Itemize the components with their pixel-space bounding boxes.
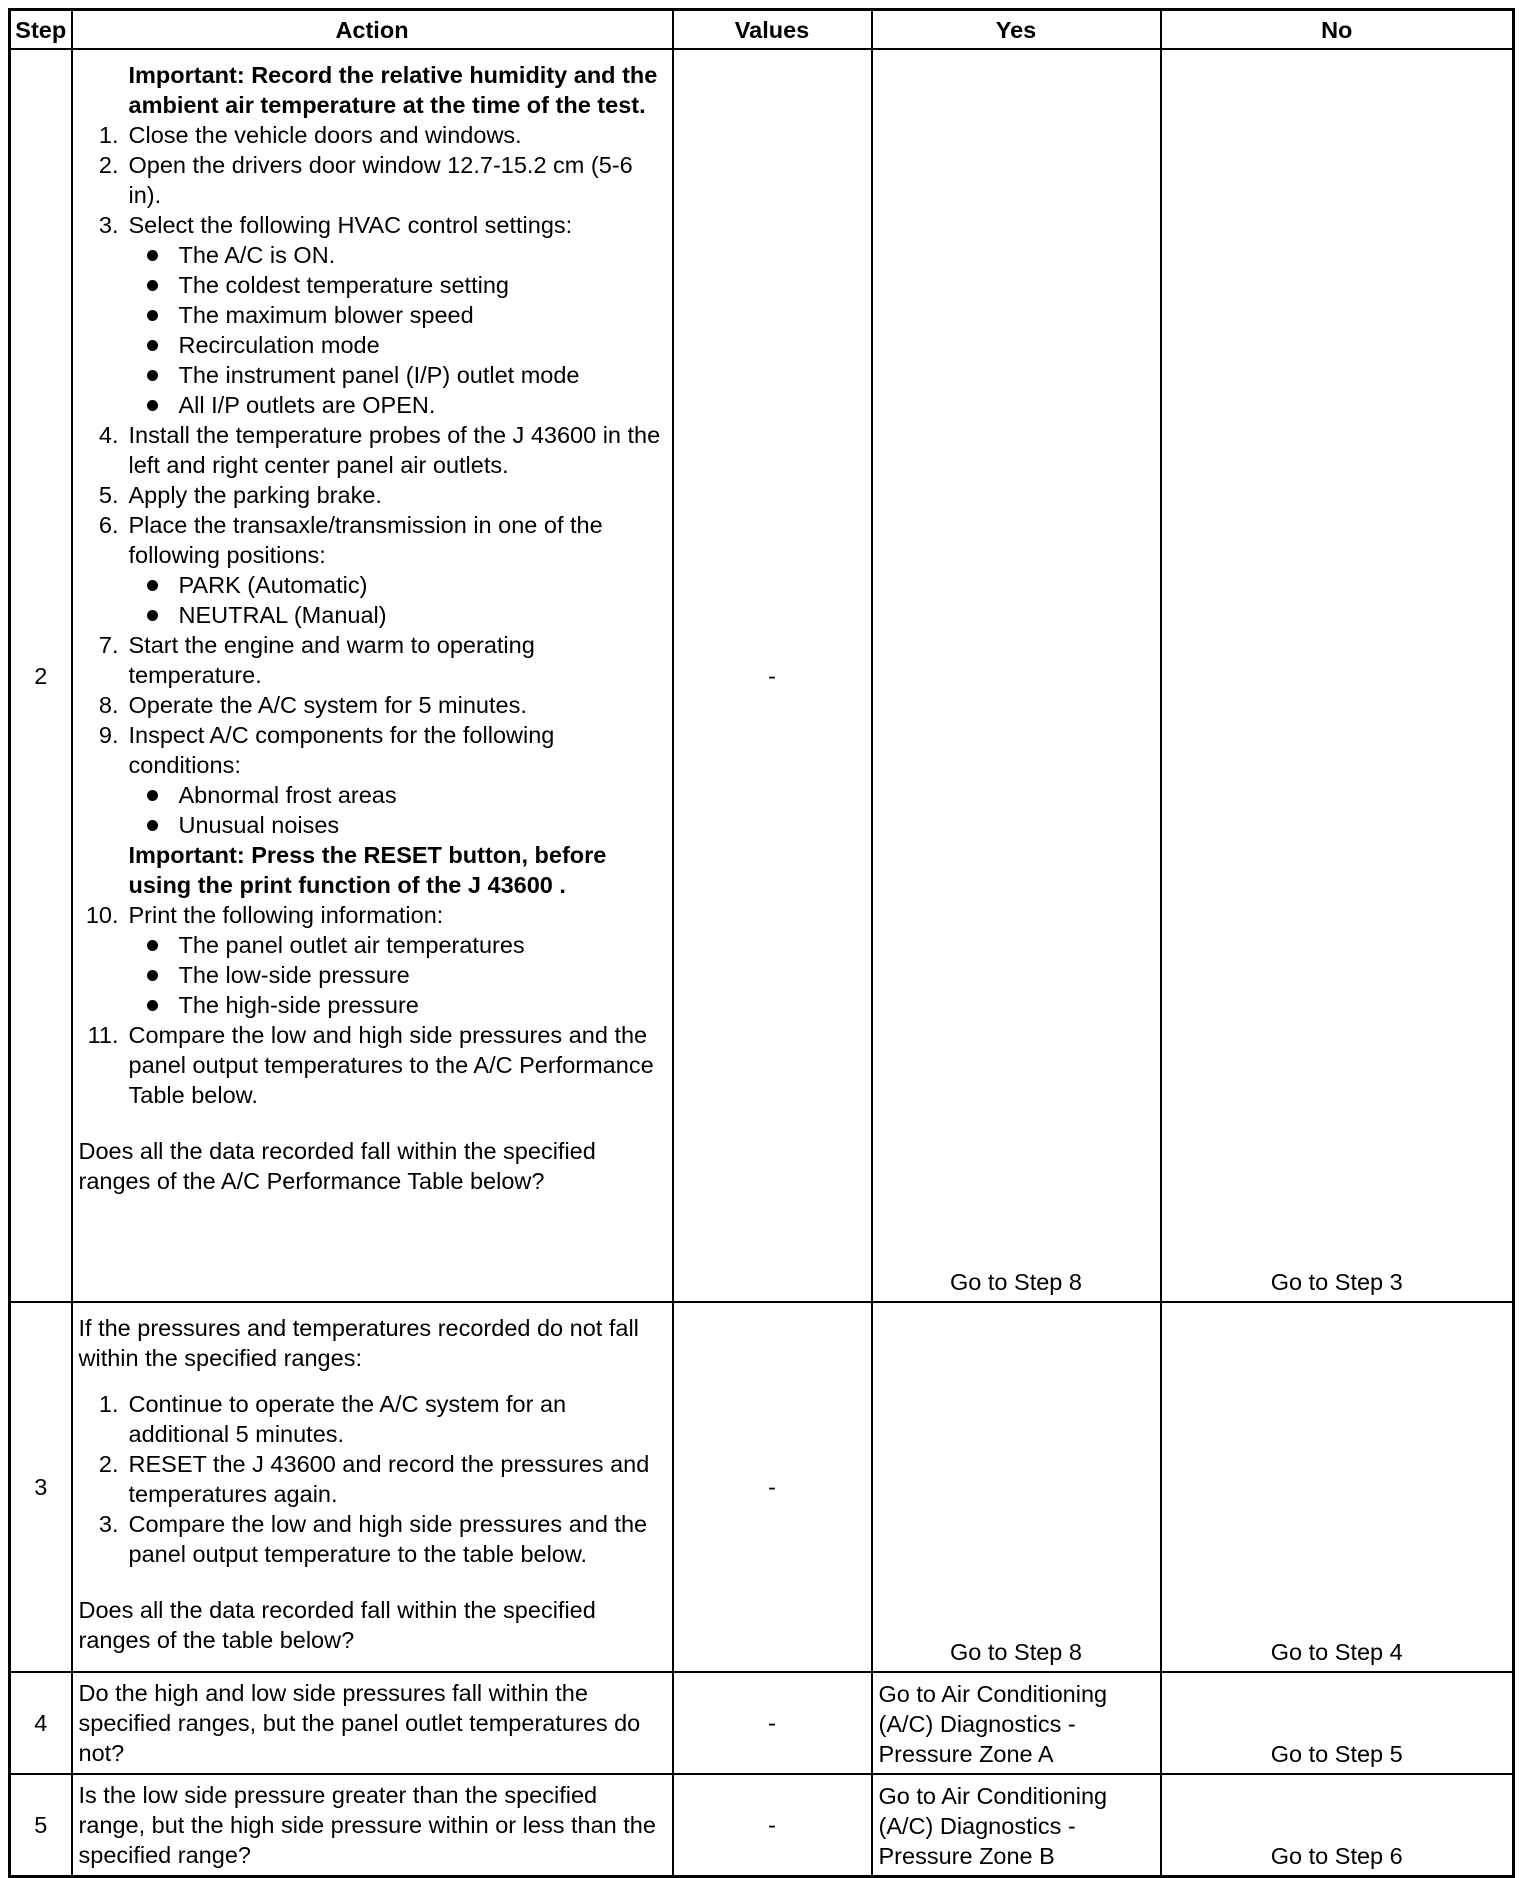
table-row-step-5 <box>10 1774 1514 1876</box>
no-cell: Go to Step 6 <box>1161 1774 1514 1876</box>
bullet-item: The high-side pressure <box>79 990 664 1020</box>
list-item: 6. Place the transaxle/transmission in one of the following positions: <box>98 512 603 568</box>
important-note: Important: Record the relative humidity and the ambient air temperature at the time of the test. <box>128 62 658 118</box>
question-text: Does all the data recorded fall within the specified ranges of the A/C Performance Table below? <box>78 1138 596 1194</box>
values-cell: - <box>673 1774 872 1876</box>
step-number: 3 <box>10 1302 72 1672</box>
list-item: 10. Print the following information: <box>85 902 444 928</box>
action-cell <box>72 1302 673 1672</box>
header-yes: Yes <box>872 10 1161 50</box>
step-number: 4 <box>10 1672 72 1774</box>
list-item: 9. Inspect A/C components for the following conditions: <box>98 722 555 778</box>
header-action: Action <box>72 10 673 50</box>
bullet-item: The maximum blower speed <box>79 300 664 330</box>
list-item: 2. Open the drivers door window 12.7-15.2 cm (5-6 in). <box>98 152 633 208</box>
values-cell: - <box>673 49 872 1302</box>
yes-cell: Go to Air Conditioning (A/C) Diagnostics - Pressure Zone B <box>872 1774 1161 1876</box>
header-no: No <box>1161 10 1514 50</box>
bullet-item: The A/C is ON. <box>79 240 664 270</box>
no-cell: Go to Step 4 <box>1161 1302 1514 1672</box>
bullet-item: The low-side pressure <box>79 960 664 990</box>
table-row-step-3 <box>10 1302 1514 1672</box>
action-cell <box>72 49 673 1302</box>
list-item: 3. Select the following HVAC control settings: <box>98 212 573 238</box>
step-number: 2 <box>10 49 72 1302</box>
list-item: 2. RESET the J 43600 and record the pressures and temperatures again. <box>98 1451 650 1507</box>
values-cell: - <box>673 1672 872 1774</box>
action-cell: Do the high and low side pressures fall within the specified ranges, but the panel outlet temperatures do not? <box>72 1672 673 1774</box>
list-item: 11. Compare the low and high side pressures and the panel output temperatures to the A/C Performance Table below. <box>87 1022 654 1108</box>
list-item: 4. Install the temperature probes of the J 43600 in the left and right center panel air outlets. <box>98 422 661 478</box>
values-cell: - <box>673 1302 872 1672</box>
question-text: Does all the data recorded fall within the specified ranges of the table below? <box>78 1597 596 1653</box>
bullet-item: Unusual noises <box>79 810 664 840</box>
yes-cell: Go to Step 8 <box>872 1302 1161 1672</box>
intro-text: If the pressures and temperatures recorded do not fall within the specified ranges: <box>78 1315 639 1371</box>
yes-cell: Go to Step 8 <box>872 49 1161 1302</box>
bullet-item: Abnormal frost areas <box>79 780 664 810</box>
yes-cell: Go to Air Conditioning (A/C) Diagnostics - Pressure Zone A <box>872 1672 1161 1774</box>
header-values: Values <box>673 10 872 50</box>
header-row <box>10 10 1514 50</box>
bullet-item: NEUTRAL (Manual) <box>79 600 664 630</box>
list-item: 7. Start the engine and warm to operating temperature. <box>98 632 535 688</box>
bullet-item: PARK (Automatic) <box>79 570 664 600</box>
bullet-item: The instrument panel (I/P) outlet mode <box>79 360 664 390</box>
diagnostic-table <box>8 8 1515 1878</box>
important-note: Important: Press the RESET button, before using the print function of the J 43600 . <box>128 842 607 898</box>
list-item: 1. Close the vehicle doors and windows. <box>98 122 522 148</box>
list-item: 1. Continue to operate the A/C system for an additional 5 minutes. <box>98 1391 567 1447</box>
bullet-item: The coldest temperature setting <box>79 270 664 300</box>
list-item: 8. Operate the A/C system for 5 minutes. <box>98 692 527 718</box>
header-step: Step <box>10 10 72 50</box>
table-row-step-2 <box>10 49 1514 1302</box>
no-cell: Go to Step 3 <box>1161 49 1514 1302</box>
bullet-item: The panel outlet air temperatures <box>79 930 664 960</box>
bullet-item: Recirculation mode <box>79 330 664 360</box>
action-cell: Is the low side pressure greater than the specified range, but the high side pressure within or less than the specified range? <box>72 1774 673 1876</box>
table-row-step-4 <box>10 1672 1514 1774</box>
no-cell: Go to Step 5 <box>1161 1672 1514 1774</box>
list-item: 5. Apply the parking brake. <box>98 482 382 508</box>
bullet-item: All I/P outlets are OPEN. <box>79 390 664 420</box>
list-item: 3. Compare the low and high side pressures and the panel output temperature to the table below. <box>98 1511 648 1567</box>
step-number: 5 <box>10 1774 72 1876</box>
